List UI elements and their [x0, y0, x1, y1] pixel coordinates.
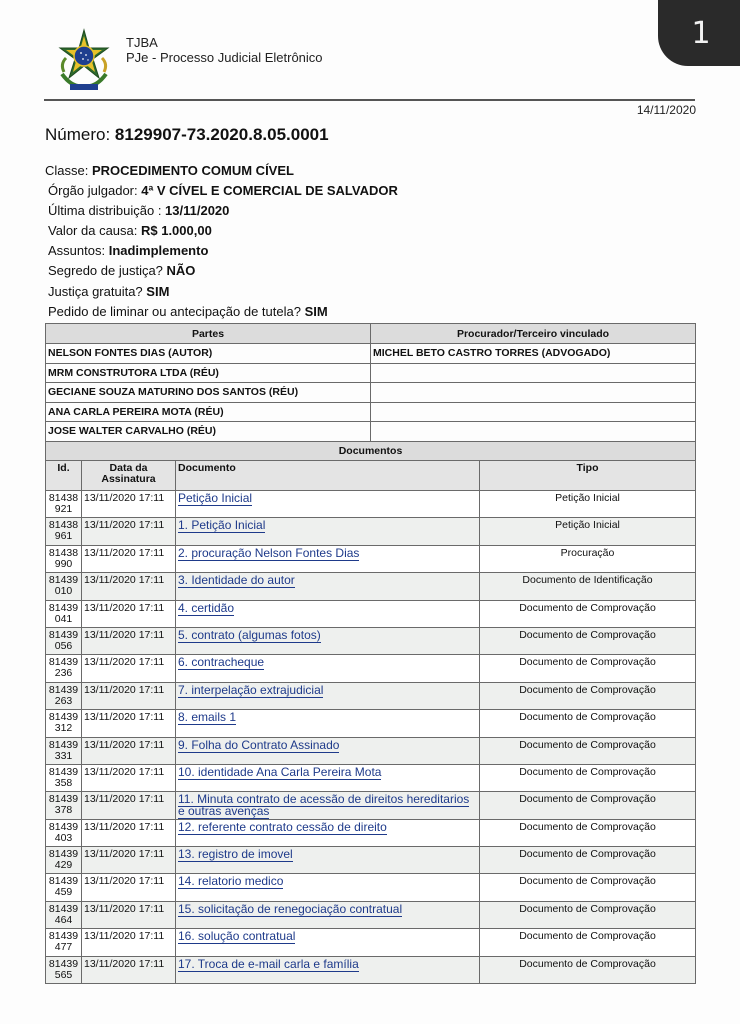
document-row	[46, 901, 696, 928]
document-link[interactable]: Petição Inicial	[178, 491, 253, 505]
party-attorney	[371, 422, 696, 442]
party-attorney	[371, 402, 696, 422]
document-cell	[176, 874, 480, 901]
party-row	[46, 344, 696, 364]
info-label: Pedido de liminar ou antecipação de tutela?	[48, 303, 305, 319]
document-type: Documento de Comprovação	[480, 710, 696, 737]
info-label: Órgão julgador:	[48, 183, 142, 199]
document-id-part1: 81439	[48, 848, 79, 861]
col-document: Documento	[176, 461, 480, 491]
document-date: 13/11/2020 17:11	[82, 901, 176, 928]
header-divider	[44, 99, 695, 101]
document-row	[46, 956, 696, 983]
process-number	[45, 125, 329, 145]
party-row	[46, 383, 696, 403]
document-type: Documento de Comprovação	[480, 901, 696, 928]
document-link[interactable]: 2. procuração Nelson Fontes Dias	[178, 545, 360, 560]
document-type: Documento de Comprovação	[480, 737, 696, 764]
header-text	[126, 35, 323, 65]
document-date: 13/11/2020 17:11	[82, 627, 176, 654]
document-row	[46, 929, 696, 956]
document-row	[46, 518, 696, 545]
party-row	[46, 402, 696, 422]
document-row	[46, 710, 696, 737]
document-id-part1: 81439	[48, 902, 79, 915]
process-number-label: Número:	[45, 125, 111, 144]
document-type: Documento de Comprovação	[480, 655, 696, 682]
document-id-part2: 358	[54, 776, 73, 789]
document-id-part1: 81438	[48, 546, 79, 559]
document-id-part2: 263	[54, 694, 73, 707]
document-link[interactable]: 12. referente contrato cessão de direito	[178, 819, 387, 834]
document-id-part1: 81439	[48, 765, 79, 778]
document-row	[46, 764, 696, 791]
document-id-part1: 81439	[48, 601, 79, 614]
document-row	[46, 627, 696, 654]
info-row	[45, 282, 398, 302]
parties-table	[45, 323, 696, 442]
document-row	[46, 847, 696, 874]
document-id-part1: 81438	[48, 519, 79, 532]
document-id	[46, 819, 82, 846]
document-id	[46, 929, 82, 956]
info-label: Justiça gratuita?	[48, 283, 147, 299]
document-id-part1: 81439	[48, 820, 79, 833]
document-id-part1: 81439	[48, 683, 79, 696]
document-cell	[176, 682, 480, 709]
document-cell	[176, 600, 480, 627]
document-date: 13/11/2020 17:11	[82, 491, 176, 518]
document-cell	[176, 710, 480, 737]
info-row	[45, 161, 398, 181]
document-cell	[176, 491, 480, 518]
document-id-part1: 81439	[48, 793, 79, 806]
document-type: Documento de Comprovação	[480, 956, 696, 983]
document-row	[46, 491, 696, 518]
document-date: 13/11/2020 17:11	[82, 819, 176, 846]
document-id	[46, 682, 82, 709]
info-value: NÃO	[166, 263, 196, 279]
party-attorney: MICHEL BETO CASTRO TORRES (ADVOGADO)	[371, 344, 696, 364]
info-value: SIM	[146, 283, 170, 299]
document-id-part1: 81439	[48, 957, 79, 970]
document-date: 13/11/2020 17:11	[82, 792, 176, 819]
document-link[interactable]: 6. contracheque	[178, 655, 265, 670]
party-attorney	[371, 383, 696, 403]
document-id-part2: 312	[54, 722, 73, 735]
document-link[interactable]: 14. relatorio medico	[178, 874, 284, 889]
document-type: Documento de Identificação	[480, 573, 696, 600]
info-label: Classe:	[45, 163, 92, 178]
document-date: 13/11/2020 17:11	[82, 518, 176, 545]
document-type: Documento de Comprovação	[480, 682, 696, 709]
document-row	[46, 682, 696, 709]
info-row	[45, 241, 398, 261]
document-type: Documento de Comprovação	[480, 600, 696, 627]
document-row	[46, 545, 696, 572]
info-label: Assuntos:	[48, 243, 109, 259]
document-date: 13/11/2020 17:11	[82, 874, 176, 901]
document-type: Documento de Comprovação	[480, 764, 696, 791]
document-cell	[176, 655, 480, 682]
col-type: Tipo	[480, 461, 696, 491]
party-name: ANA CARLA PEREIRA MOTA (RÉU)	[46, 402, 371, 422]
court-name: TJBA	[126, 35, 158, 50]
document-link[interactable]: 13. registro de imovel	[178, 847, 293, 862]
document-id	[46, 874, 82, 901]
document-id	[46, 600, 82, 627]
document-date: 13/11/2020 17:11	[82, 545, 176, 572]
document-link[interactable]: 11. Minuta contrato de acessão de direitos hereditarios e outras avenças	[178, 792, 470, 818]
document-type: Petição Inicial	[480, 518, 696, 545]
document-cell	[176, 545, 480, 572]
party-row	[46, 422, 696, 442]
info-value: Inadimplemento	[108, 243, 209, 259]
document-id-part2: 236	[54, 667, 73, 680]
document-id	[46, 764, 82, 791]
document-id	[46, 737, 82, 764]
document-date: 13/11/2020 17:11	[82, 682, 176, 709]
system-name: PJe - Processo Judicial Eletrônico	[126, 50, 323, 65]
document-type: Petição Inicial	[480, 491, 696, 518]
party-attorney	[371, 363, 696, 383]
document-id	[46, 792, 82, 819]
document-id-part2: 056	[54, 639, 73, 652]
party-row	[46, 363, 696, 383]
brazil-coat-of-arms-icon	[52, 28, 116, 94]
info-row	[45, 181, 398, 201]
document-cell	[176, 901, 480, 928]
document-link[interactable]: 4. certidão	[178, 600, 235, 615]
document-link[interactable]: 10. identidade Ana Carla Pereira Mota	[178, 764, 382, 779]
party-name: GECIANE SOUZA MATURINO DOS SANTOS (RÉU)	[46, 383, 371, 403]
document-id-part2: 464	[54, 913, 73, 926]
document-cell	[176, 956, 480, 983]
document-id-part1: 81439	[48, 656, 79, 669]
page-number-badge: 1	[658, 0, 740, 66]
info-row	[45, 261, 398, 281]
info-value: PROCEDIMENTO COMUM CÍVEL	[91, 163, 294, 178]
document-link[interactable]: 15. solicitação de renegociação contratual	[178, 901, 403, 916]
document-id-part2: 041	[54, 612, 73, 625]
info-row	[45, 221, 398, 241]
document-id	[46, 573, 82, 600]
document-id-part1: 81439	[48, 738, 79, 751]
process-info	[45, 161, 398, 322]
document-type: Documento de Comprovação	[480, 627, 696, 654]
document-date: 13/11/2020 17:11	[82, 847, 176, 874]
document-header	[52, 28, 323, 98]
document-cell	[176, 764, 480, 791]
document-id	[46, 710, 82, 737]
party-name: JOSE WALTER CARVALHO (RÉU)	[46, 422, 371, 442]
document-id-part1: 81439	[48, 930, 79, 943]
document-id-part2: 961	[54, 530, 73, 543]
document-date: 13/11/2020 17:11	[82, 710, 176, 737]
document-date: 13/11/2020 17:11	[82, 600, 176, 627]
print-date: 14/11/2020	[636, 103, 696, 117]
document-link[interactable]: 5. contrato (algumas fotos)	[178, 627, 321, 642]
document-id-part2: 331	[54, 749, 73, 762]
document-id-part2: 477	[54, 941, 73, 954]
document-type: Documento de Comprovação	[480, 792, 696, 819]
document-link[interactable]: 7. interpelação extrajudicial	[178, 682, 324, 697]
document-id-part2: 010	[54, 585, 73, 598]
document-row	[46, 874, 696, 901]
document-id-part2: 565	[54, 968, 73, 981]
document-link[interactable]: 17. Troca de e-mail carla e família	[178, 956, 359, 971]
document-cell	[176, 627, 480, 654]
document-date: 13/11/2020 17:11	[82, 655, 176, 682]
document-id-part1: 81439	[48, 711, 79, 724]
info-value: 13/11/2020	[165, 203, 230, 219]
document-date: 13/11/2020 17:11	[82, 956, 176, 983]
document-link[interactable]: 1. Petição Inicial	[178, 518, 266, 533]
document-type: Procuração	[480, 545, 696, 572]
document-cell	[176, 847, 480, 874]
info-row	[45, 201, 398, 221]
document-cell	[176, 737, 480, 764]
document-date: 13/11/2020 17:11	[82, 737, 176, 764]
document-id-part2: 990	[54, 557, 73, 570]
info-label: Valor da causa:	[48, 223, 141, 239]
document-type: Documento de Comprovação	[480, 847, 696, 874]
document-cell	[176, 573, 480, 600]
info-value: 4ª V CÍVEL E COMERCIAL DE SALVADOR	[141, 183, 398, 199]
info-value: R$ 1.000,00	[140, 223, 212, 239]
document-link[interactable]: 8. emails 1	[178, 710, 237, 725]
document-cell	[176, 819, 480, 846]
document-id-part2: 429	[54, 859, 73, 872]
document-date: 13/11/2020 17:11	[82, 764, 176, 791]
document-id-part1: 81439	[48, 628, 79, 641]
document-id	[46, 847, 82, 874]
document-date: 13/11/2020 17:11	[82, 929, 176, 956]
col-id: Id.	[46, 461, 82, 491]
document-id-part2: 459	[54, 886, 73, 899]
parties-header: Partes	[46, 324, 371, 344]
info-label: Última distribuição :	[48, 203, 166, 219]
document-id	[46, 627, 82, 654]
party-name: MRM CONSTRUTORA LTDA (RÉU)	[46, 363, 371, 383]
document-row	[46, 573, 696, 600]
document-id-part1: 81438	[48, 492, 79, 504]
document-type: Documento de Comprovação	[480, 819, 696, 846]
process-number-value: 8129907-73.2020.8.05.0001	[114, 125, 329, 144]
document-id	[46, 545, 82, 572]
document-link[interactable]: 3. Identidade do autor	[178, 573, 295, 588]
document-type: Documento de Comprovação	[480, 874, 696, 901]
document-row	[46, 600, 696, 627]
document-cell	[176, 518, 480, 545]
document-id	[46, 901, 82, 928]
document-id-part2: 921	[54, 503, 73, 515]
info-value: SIM	[304, 303, 328, 319]
attorney-header: Procurador/Terceiro vinculado	[371, 324, 696, 344]
document-id	[46, 491, 82, 518]
document-row	[46, 737, 696, 764]
document-id-part2: 403	[54, 831, 73, 844]
document-row	[46, 792, 696, 819]
info-row	[45, 302, 398, 322]
document-cell	[176, 792, 480, 819]
document-id-part2: 378	[54, 804, 73, 817]
document-row	[46, 819, 696, 846]
document-id	[46, 956, 82, 983]
party-name: NELSON FONTES DIAS (AUTOR)	[46, 344, 371, 364]
document-id-part1: 81439	[48, 875, 79, 888]
document-cell	[176, 929, 480, 956]
document-date: 13/11/2020 17:11	[82, 573, 176, 600]
document-link[interactable]: 9. Folha do Contrato Assinado	[178, 737, 340, 752]
documents-title: Documentos	[46, 442, 696, 461]
document-link[interactable]: 16. solução contratual	[178, 929, 296, 944]
document-id-part1: 81439	[48, 574, 79, 587]
documents-table	[45, 441, 696, 984]
document-type: Documento de Comprovação	[480, 929, 696, 956]
col-date: Data da Assinatura	[82, 461, 176, 491]
document-row	[46, 655, 696, 682]
info-label: Segredo de justiça?	[48, 263, 167, 279]
document-id	[46, 655, 82, 682]
document-id	[46, 518, 82, 545]
